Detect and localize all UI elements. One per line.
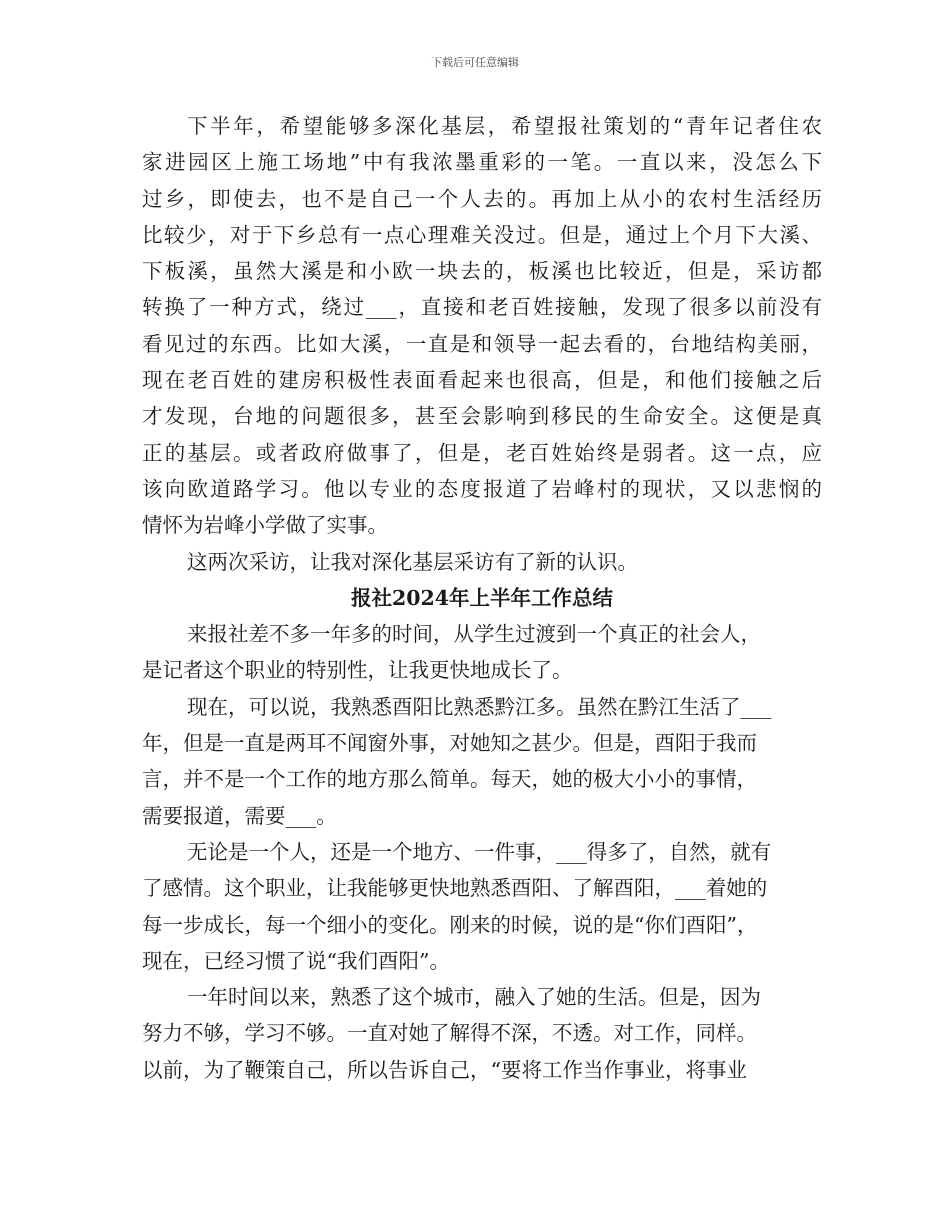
paragraph-line: 看见过的东西。比如大溪，一直是和领导一起去看的，台地结构美丽， xyxy=(142,331,822,356)
paragraph-line: 言，并不是一个工作的地方那么简单。每天，她的极大小小的事情， xyxy=(142,767,757,792)
paragraph-line: 现在老百姓的建房积极性表面看起来也很高，但是，和他们接触之后 xyxy=(142,368,822,393)
header-note: 下载后可任意编辑 xyxy=(431,56,519,69)
paragraph-line: 需要报道，需要___。 xyxy=(142,803,337,828)
paragraph-line: 该向欧道路学习。他以专业的态度报道了岩峰村的现状，又以悲悯的 xyxy=(142,476,822,501)
paragraph-line: 情怀为岩峰小学做了实事。 xyxy=(142,513,388,538)
section-title: 报社2024年上半年工作总结 xyxy=(350,585,614,610)
paragraph-line: 下板溪，虽然大溪是和小欧一块去的，板溪也比较近，但是，采访都 xyxy=(142,259,822,284)
paragraph-line: 家进园区上施工场地”中有我浓墨重彩的一笔。一直以来，没怎么下 xyxy=(142,150,822,175)
paragraph-line: 努力不够，学习不够。一直对她了解得不深，不透。对工作，同样。 xyxy=(142,1021,757,1046)
paragraph-line: 正的基层。或者政府做事了，但是，老百姓始终是弱者。这一点，应 xyxy=(142,440,822,465)
paragraph-line: 比较少，对于下乡总有一点心理难关没过。但是，通过上个月下大溪、 xyxy=(142,222,822,247)
paragraph-line: 是记者这个职业的特别性，让我更快地成长了。 xyxy=(142,658,573,683)
paragraph-line: 下半年，希望能够多深化基层，希望报社策划的“青年记者住农 xyxy=(187,114,822,138)
paragraph-line: 现在，可以说，我熟悉酉阳比熟悉黔江多。虽然在黔江生活了___ xyxy=(187,694,772,719)
paragraph-line: 转换了一种方式，绕过___，直接和老百姓接触，发现了很多以前没有 xyxy=(142,295,822,320)
paragraph-line: 年，但是一直是两耳不闻窗外事，对她知之甚少。但是，酉阳于我而 xyxy=(142,731,757,756)
document-body xyxy=(142,108,822,1088)
paragraph-line: 这两次采访，让我对深化基层采访有了新的认识。 xyxy=(187,549,638,574)
paragraph-line: 现在，已经习惯了说“我们酉阳”。 xyxy=(142,948,450,973)
paragraph-line: 来报社差不多一年多的时间，从学生过渡到一个真正的社会人， xyxy=(187,622,761,647)
paragraph-line: 一年时间以来，熟悉了这个城市，融入了她的生活。但是，因为 xyxy=(187,985,761,1010)
paragraph-line: 过乡，即使去，也不是自己一个人去的。再加上从小的农村生活经历 xyxy=(142,186,822,211)
paragraph-line: 以前，为了鞭策自己，所以告诉自己，“要将工作当作事业，将事业 xyxy=(142,1057,747,1082)
paragraph-line: 了感情。这个职业，让我能够更快地熟悉酉阳、了解酉阳，___着她的 xyxy=(142,876,768,901)
paragraph-line: 每一步成长，每一个细小的变化。刚来的时候，说的是“你们酉阳”， xyxy=(142,912,758,937)
paragraph-line: 才发现，台地的问题很多，甚至会影响到移民的生命安全。这便是真 xyxy=(142,404,822,429)
paragraph-line: 无论是一个人，还是一个地方、一件事，___得多了，自然，就有 xyxy=(187,839,772,864)
